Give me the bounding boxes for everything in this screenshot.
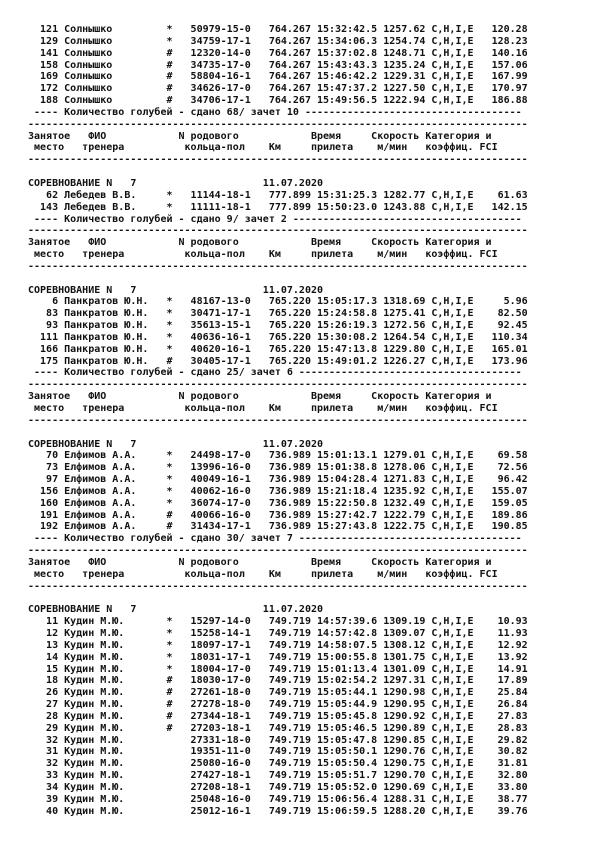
report-line bbox=[28, 166, 588, 178]
report-line: 93 Панкратов Ю.Н. * 35613-15-1 765.220 15:26:19.3 1272.56 C,H,I,E 92.45 bbox=[28, 320, 528, 332]
report-line: 14 Кудин М.Ю. * 18031-17-1 749.719 15:00:55.8 1301.75 C,H,I,E 13.92 bbox=[28, 651, 528, 663]
report-line bbox=[28, 273, 588, 285]
report-line: 143 Лебедев В.В. * 11111-18-1 777.899 15:50:23.0 1243.88 C,H,I,E 142.15 bbox=[28, 201, 528, 213]
report-line: Занятое ФИО N родового Время Скорость Категория и bbox=[28, 130, 492, 142]
report-line: ----------------------------------------------------------------------------------- bbox=[28, 580, 528, 592]
report-line: 169 Солнышко # 58804-16-1 764.267 15:46:42.2 1229.31 C,H,I,E 167.99 bbox=[28, 71, 528, 83]
report-line: 160 Елфимов А.А. * 36074-17-0 736.989 15:22:50.8 1232.49 C,H,I,E 159.05 bbox=[28, 497, 528, 509]
report-line: ---- Количество голубей - сдано 9/ зачет 2 -------------------------------------- bbox=[28, 213, 522, 225]
report-line: 192 Елфимов А.А. # 31434-17-1 736.989 15:27:43.8 1222.75 C,H,I,E 190.85 bbox=[28, 521, 528, 533]
report-line: Занятое ФИО N родового Время Скорость Категория и bbox=[28, 556, 492, 568]
report-line: 26 Кудин М.Ю. # 27261-18-0 749.719 15:05:44.1 1290.98 C,H,I,E 25.84 bbox=[28, 687, 528, 699]
report-line: 27 Кудин М.Ю. # 27278-18-0 749.719 15:05:44.9 1290.95 C,H,I,E 26.84 bbox=[28, 699, 528, 711]
report-line: 97 Елфимов А.А. * 40049-16-1 736.989 15:04:28.4 1271.83 C,H,I,E 96.42 bbox=[28, 474, 528, 486]
report-line: место тренера кольца-пол Км прилета м/мин коэффиц. FCI bbox=[28, 403, 498, 414]
report-line: место тренера кольца-пол Км прилета м/мин коэффиц. FCI bbox=[28, 142, 498, 154]
report-line: 33 Кудин М.Ю. 27427-18-1 749.719 15:05:51.7 1290.70 C,H,I,E 32.80 bbox=[28, 770, 528, 782]
report-line: 129 Солнышко * 34759-17-1 764.267 15:34:06.3 1254.74 C,H,I,E 128.23 bbox=[28, 35, 528, 47]
report-line: ----------------------------------------------------------------------------------- bbox=[28, 545, 528, 557]
report-line: место тренера кольца-пол Км прилета м/мин коэффиц. FCI bbox=[28, 249, 498, 261]
report-line: 39 Кудин М.Ю. 25048-16-0 749.719 15:06:56.4 1288.31 C,H,I,E 38.77 bbox=[28, 793, 528, 805]
report-line: ----------------------------------------------------------------------------------- bbox=[28, 260, 528, 272]
report-line: 172 Солнышко # 34626-17-0 764.267 15:47:37.2 1227.50 C,H,I,E 170.97 bbox=[28, 83, 528, 95]
report-line: 166 Панкратов Ю.Н. * 40620-16-1 765.220 15:47:13.8 1229.80 C,H,I,E 165.01 bbox=[28, 343, 528, 355]
report-line: ----------------------------------------------------------------------------------- bbox=[28, 225, 528, 237]
results-printout bbox=[28, 24, 588, 818]
report-line: 156 Елфимов А.А. * 40062-16-0 736.989 15:21:18.4 1235.92 C,H,I,E 155.07 bbox=[28, 485, 528, 497]
report-line: 13 Кудин М.Ю. * 18097-17-1 749.719 14:58:07.5 1308.12 C,H,I,E 12.92 bbox=[28, 639, 528, 651]
report-line: ---- Количество голубей - сдано 25/ зачет 6 ------------------------------------- bbox=[28, 367, 522, 379]
report-line: Занятое ФИО N родового Время Скорость Категория и bbox=[28, 391, 492, 403]
report-line: 141 Солнышко # 12320-14-0 764.267 15:37:02.8 1248.71 C,H,I,E 140.16 bbox=[28, 47, 528, 59]
report-line: место тренера кольца-пол Км прилета м/мин коэффиц. FCI bbox=[28, 568, 498, 580]
report-line: 191 Елфимов А.А. # 40066-16-0 736.989 15:27:42.7 1222.79 C,H,I,E 189.86 bbox=[28, 509, 528, 521]
report-line bbox=[28, 427, 588, 439]
report-line: СОРЕВНОВАНИЕ N 7 11.07.2020 bbox=[28, 177, 324, 189]
report-line: 32 Кудин М.Ю. 27331-18-0 749.719 15:05:47.8 1290.85 C,H,I,E 29.82 bbox=[28, 734, 528, 746]
report-line: ----------------------------------------------------------------------------------- bbox=[28, 154, 528, 166]
report-line bbox=[28, 593, 588, 605]
report-line: 18 Кудин М.Ю. # 18030-17-0 749.719 15:02:54.2 1297.31 C,H,I,E 17.89 bbox=[28, 675, 528, 687]
report-line: ----------------------------------------------------------------------------------- bbox=[28, 414, 528, 426]
report-line: 6 Панкратов Ю.Н. * 48167-13-0 765.220 15:05:17.3 1318.69 C,H,I,E 5.96 bbox=[28, 296, 528, 308]
report-line: 32 Кудин М.Ю. 25080-16-0 749.719 15:05:50.4 1290.75 C,H,I,E 31.81 bbox=[28, 758, 528, 770]
report-line: 62 Лебедев В.В. * 11144-18-1 777.899 15:31:25.3 1282.77 C,H,I,E 61.63 bbox=[28, 189, 528, 201]
report-line: 70 Елфимов А.А. * 24498-17-0 736.989 15:01:13.1 1279.01 C,H,I,E 69.58 bbox=[28, 450, 528, 462]
report-line: 15 Кудин М.Ю. * 18004-17-0 749.719 15:01:13.4 1301.09 C,H,I,E 14.91 bbox=[28, 663, 528, 675]
report-line: 158 Солнышко # 34735-17-0 764.267 15:43:43.3 1235.24 C,H,I,E 157.06 bbox=[28, 59, 528, 71]
report-line: СОРЕВНОВАНИЕ N 7 11.07.2020 bbox=[28, 284, 324, 296]
report-line: 28 Кудин М.Ю. # 27344-18-1 749.719 15:05:45.8 1290.92 C,H,I,E 27.83 bbox=[28, 710, 528, 722]
report-line: 111 Панкратов Ю.Н. * 40636-16-1 765.220 15:30:08.2 1264.54 C,H,I,E 110.34 bbox=[28, 331, 528, 343]
report-line: 121 Солнышко * 50979-15-0 764.267 15:32:42.5 1257.62 C,H,I,E 120.28 bbox=[28, 24, 528, 35]
report-line: Занятое ФИО N родового Время Скорость Категория и bbox=[28, 237, 492, 249]
report-line: 12 Кудин М.Ю. * 15258-14-1 749.719 14:57:42.8 1309.07 C,H,I,E 11.93 bbox=[28, 628, 528, 640]
report-line: 175 Панкратов Ю.Н. # 30405-17-1 765.220 15:49:01.2 1226.27 C,H,I,E 173.96 bbox=[28, 355, 528, 367]
report-line: 31 Кудин М.Ю. 19351-11-0 749.719 15:05:50.1 1290.76 C,H,I,E 30.82 bbox=[28, 746, 528, 758]
report-line: 40 Кудин М.Ю. 25012-16-1 749.719 15:06:59.5 1288.20 C,H,I,E 39.76 bbox=[28, 805, 528, 817]
report-line: ---- Количество голубей - сдано 30/ зачет 7 ------------------------------------- bbox=[28, 533, 522, 545]
report-line: 83 Панкратов Ю.Н. * 30471-17-1 765.220 15:24:58.8 1275.41 C,H,I,E 82.50 bbox=[28, 308, 528, 320]
report-line: 11 Кудин М.Ю. * 15297-14-0 749.719 14:57:39.6 1309.19 C,H,I,E 10.93 bbox=[28, 616, 528, 628]
report-line: СОРЕВНОВАНИЕ N 7 11.07.2020 bbox=[28, 604, 324, 616]
report-line: СОРЕВНОВАНИЕ N 7 11.07.2020 bbox=[28, 438, 324, 450]
report-line: 29 Кудин М.Ю. # 27203-18-1 749.719 15:05:46.5 1290.89 C,H,I,E 28.83 bbox=[28, 722, 528, 734]
report-line: 34 Кудин М.Ю. 27208-18-1 749.719 15:05:52.0 1290.69 C,H,I,E 33.80 bbox=[28, 782, 528, 793]
report-line: 188 Солнышко # 34706-17-1 764.267 15:49:56.5 1222.94 C,H,I,E 186.88 bbox=[28, 95, 528, 107]
report-line: 73 Елфимов А.А. * 13996-16-0 736.989 15:01:38.8 1278.06 C,H,I,E 72.56 bbox=[28, 462, 528, 474]
report-line: ---- Количество голубей - сдано 68/ зачет 10 ------------------------------------ bbox=[28, 106, 522, 118]
report-line: ----------------------------------------------------------------------------------- bbox=[28, 118, 528, 130]
report-line: ----------------------------------------------------------------------------------- bbox=[28, 379, 528, 391]
